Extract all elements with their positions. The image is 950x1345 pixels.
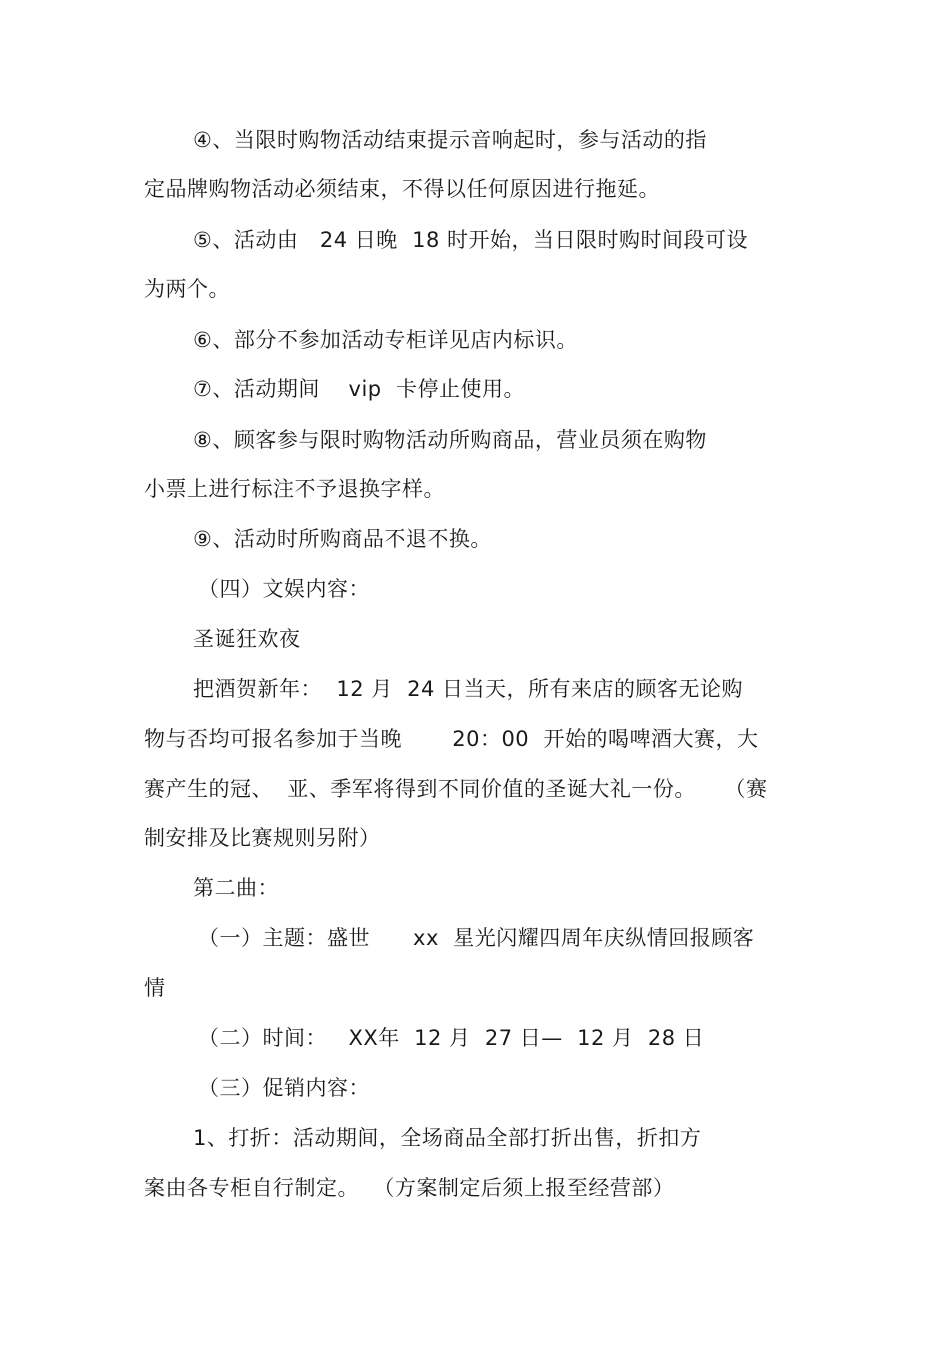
text-line: （一）主题：盛世 xx 星光闪耀四周年庆纵情回报顾客 [198, 926, 755, 950]
text-line: 小票上进行标注不予退换字样。 [144, 477, 445, 501]
text-line: 1、打折：活动期间，全场商品全部打折出售，折扣方 [193, 1126, 702, 1150]
text-line: 为两个。 [144, 277, 230, 301]
text-line: ⑨、活动时所购商品不退不换。 [193, 527, 492, 551]
section-heading: 第二曲： [193, 876, 279, 900]
text-line: 物与否均可报名参加于当晚 20：00 开始的喝啤酒大赛，大 [144, 727, 759, 751]
text-line: ⑧、顾客参与限时购物活动所购商品，营业员须在购物 [193, 428, 707, 452]
section-heading: （四）文娱内容： [198, 577, 370, 601]
section-subtitle: 圣诞狂欢夜 [193, 627, 301, 651]
text-line: 情 [144, 976, 166, 1000]
text-line: ⑥、部分不参加活动专柜详见店内标识。 [193, 328, 578, 352]
text-line: ⑤、活动由 24 日晚 18 时开始，当日限时购时间段可设 [193, 228, 748, 252]
section-heading: （三）促销内容： [198, 1076, 370, 1100]
text-line: 赛产生的冠、 亚、季军将得到不同价值的圣诞大礼一份。 （赛 [144, 777, 768, 801]
text-line: ④、当限时购物活动结束提示音响起时，参与活动的指 [193, 128, 707, 152]
text-line: 制安排及比赛规则另附） [144, 826, 381, 850]
text-line: 案由各专柜自行制定。 （方案制定后须上报至经营部） [144, 1176, 675, 1200]
text-line: 定品牌购物活动必须结束，不得以任何原因进行拖延。 [144, 177, 660, 201]
text-line: （二）时间： XX年 12 月 27 日— 12 月 28 日 [198, 1026, 705, 1050]
text-line: ⑦、活动期间 vip 卡停止使用。 [193, 377, 525, 401]
text-line: 把酒贺新年： 12 月 24 日当天，所有来店的顾客无论购 [193, 677, 743, 701]
